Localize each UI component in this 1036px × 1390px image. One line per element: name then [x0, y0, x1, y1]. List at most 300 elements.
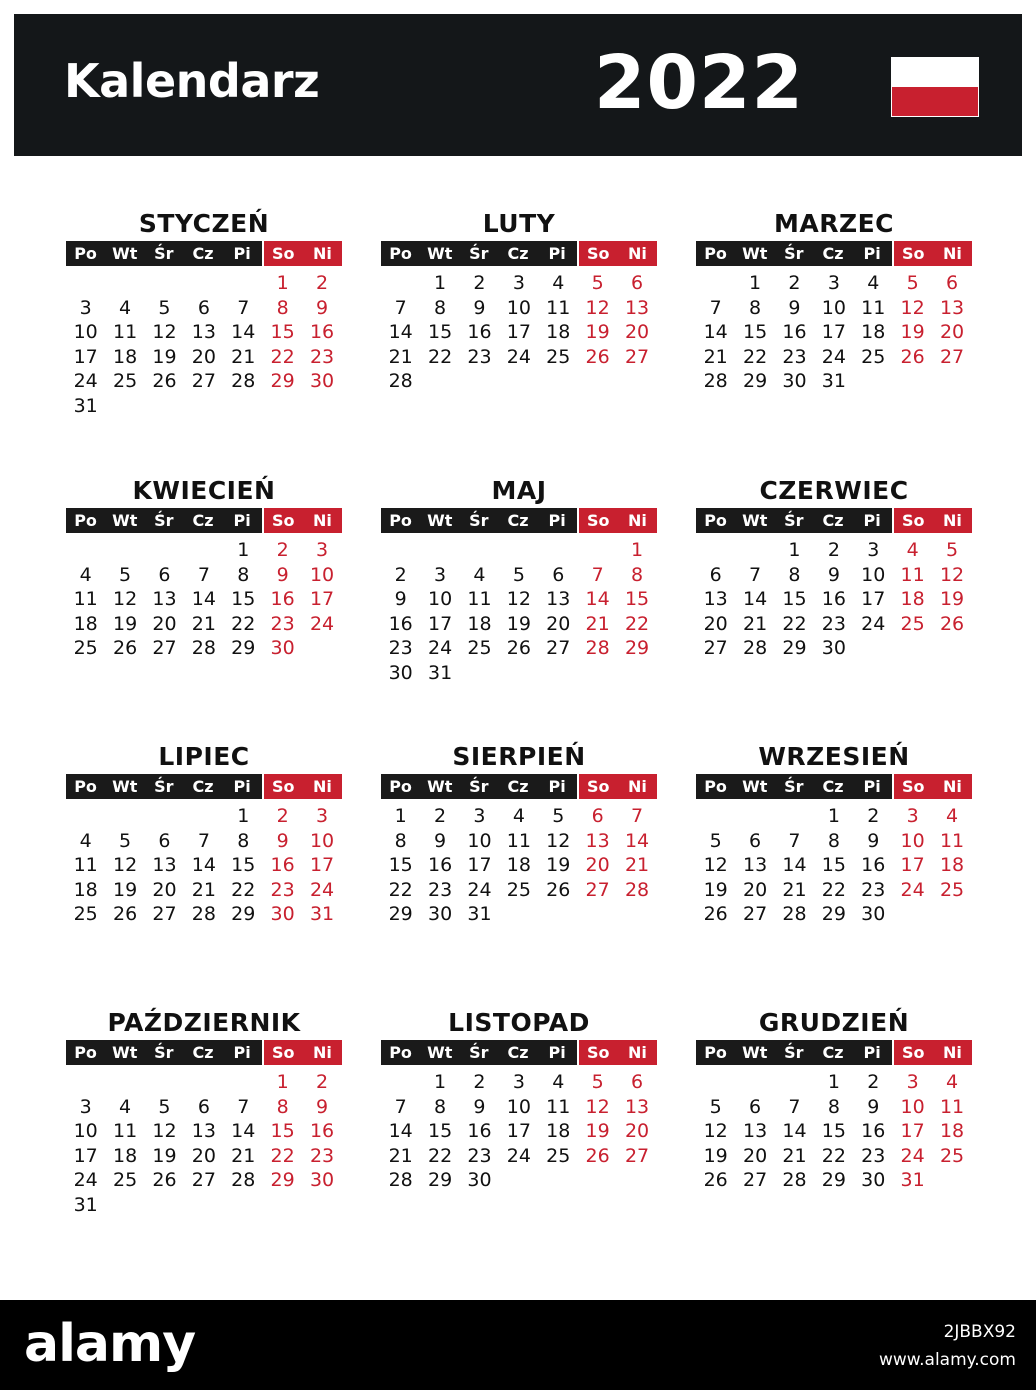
- day: 22: [231, 612, 256, 635]
- weekday-label: So: [579, 241, 618, 266]
- day: 8: [827, 829, 840, 852]
- weekday-label: Cz: [498, 241, 537, 266]
- weekend-day: 11: [939, 1095, 965, 1118]
- weekday-label: Ni: [303, 508, 342, 533]
- day: 6: [749, 829, 762, 852]
- day: 21: [388, 1144, 413, 1167]
- day: 4: [119, 296, 132, 319]
- weekend-day: 2: [276, 805, 289, 827]
- day: 5: [709, 1095, 722, 1118]
- weekend-day: 9: [315, 296, 329, 319]
- weekend-day: 22: [624, 612, 650, 635]
- day: 23: [782, 345, 807, 368]
- day: 20: [152, 612, 177, 635]
- weekend-day: 8: [630, 563, 644, 586]
- empty-cell: [184, 1070, 223, 1095]
- weekend-day: 8: [276, 296, 289, 319]
- day: 30: [388, 661, 413, 684]
- weekday-label: So: [894, 1040, 933, 1065]
- day: 30: [467, 1169, 492, 1191]
- day: 5: [552, 805, 565, 827]
- weekday-label: Wt: [420, 241, 459, 266]
- weekday-label: Po: [66, 774, 105, 799]
- weekend-day: 18: [939, 1120, 965, 1142]
- day: 16: [861, 1120, 886, 1142]
- day: 9: [827, 563, 840, 586]
- weekday-label: Ni: [618, 241, 657, 266]
- day: 30: [861, 1169, 886, 1191]
- day: 12: [152, 321, 177, 343]
- weekend-day: 12: [585, 296, 610, 319]
- day-grid: [696, 538, 972, 661]
- weekday-header: [381, 774, 657, 799]
- day: 25: [546, 1144, 571, 1167]
- empty-cell: [184, 538, 223, 563]
- day: 7: [197, 563, 210, 586]
- day: 22: [821, 1144, 846, 1167]
- weekday-label: Cz: [183, 241, 222, 266]
- day: 27: [191, 370, 216, 392]
- weekend-day: 16: [270, 588, 295, 610]
- day: 14: [742, 588, 768, 610]
- weekday-label: Wt: [735, 1040, 774, 1065]
- weekend-day: 13: [939, 296, 965, 319]
- weekend-day: 18: [939, 854, 965, 876]
- image-id: 2JBBX92: [943, 1322, 1016, 1342]
- day: 17: [73, 345, 98, 368]
- weekday-label: Po: [66, 241, 105, 266]
- weekday-label: Cz: [498, 1040, 537, 1065]
- weekday-label: Po: [381, 241, 420, 266]
- day: 15: [782, 588, 807, 610]
- day: 23: [427, 878, 453, 901]
- day: 2: [473, 1071, 486, 1093]
- month-name: SIERPIEŃ: [452, 742, 586, 771]
- weekend-day: 5: [591, 272, 604, 294]
- weekday-header: [66, 241, 342, 266]
- day: 21: [191, 612, 216, 635]
- weekend-day: 19: [939, 588, 965, 610]
- weekend-day: 13: [585, 829, 610, 852]
- weekend-day: 1: [276, 272, 289, 294]
- weekday-label: Cz: [498, 774, 537, 799]
- day: 9: [788, 296, 801, 319]
- day: 10: [467, 829, 492, 852]
- weekday-label: Ni: [618, 774, 657, 799]
- weekday-label: Śr: [774, 1040, 813, 1065]
- day: 11: [861, 296, 886, 319]
- weekday-label: Cz: [183, 774, 222, 799]
- day: 24: [506, 345, 531, 368]
- day: 23: [388, 637, 413, 659]
- day: 10: [821, 296, 846, 319]
- day-grid: [66, 1070, 342, 1217]
- day: 14: [782, 854, 807, 876]
- day: 8: [237, 563, 250, 586]
- empty-cell: [381, 271, 420, 296]
- day-grid: [696, 271, 972, 394]
- weekend-day: 24: [900, 1144, 925, 1167]
- weekend-day: 10: [900, 829, 925, 852]
- day: 3: [79, 1095, 92, 1118]
- day: 21: [703, 345, 728, 368]
- day: 23: [467, 345, 492, 368]
- weekend-day: 27: [939, 345, 965, 368]
- day: 23: [861, 878, 886, 901]
- day: 9: [434, 829, 447, 852]
- weekday-header: [66, 1040, 342, 1065]
- weekend-day: 30: [309, 1169, 335, 1191]
- weekend-day: 5: [591, 1071, 604, 1093]
- day: 5: [512, 563, 525, 586]
- day: 22: [427, 345, 453, 368]
- day: 15: [231, 588, 256, 610]
- day: 18: [861, 321, 886, 343]
- month-name: PAŹDZIERNIK: [107, 1008, 301, 1037]
- day: 30: [821, 637, 846, 659]
- weekday-label: So: [894, 241, 933, 266]
- day: 14: [231, 1120, 256, 1142]
- weekday-label: So: [579, 1040, 618, 1065]
- day: 25: [112, 1169, 138, 1191]
- day: 15: [821, 1120, 846, 1142]
- day: 6: [552, 563, 565, 586]
- day: 30: [427, 903, 453, 925]
- empty-cell: [735, 1070, 774, 1095]
- empty-cell: [145, 804, 184, 829]
- day-grid: [381, 1070, 657, 1193]
- day: 16: [821, 588, 846, 610]
- day: 15: [427, 1120, 453, 1142]
- day: 21: [231, 1144, 256, 1167]
- day: 4: [473, 563, 486, 586]
- weekday-label: Ni: [933, 508, 972, 533]
- day: 16: [427, 854, 453, 876]
- weekend-day: 9: [276, 829, 289, 852]
- month-block: [696, 472, 972, 661]
- weekday-label: Ni: [933, 1040, 972, 1065]
- day: 19: [546, 854, 571, 876]
- day: 1: [434, 1071, 447, 1093]
- weekend-day: 14: [624, 829, 650, 852]
- day: 1: [788, 539, 801, 561]
- empty-cell: [224, 271, 263, 296]
- empty-cell: [735, 538, 774, 563]
- day: 24: [467, 878, 492, 901]
- day: 7: [788, 1095, 801, 1118]
- weekday-header: [66, 774, 342, 799]
- day: 28: [782, 1169, 807, 1191]
- empty-cell: [696, 271, 735, 296]
- weekday-header: [381, 241, 657, 266]
- day-grid: [381, 271, 657, 394]
- footer-bar: [0, 1300, 1036, 1390]
- empty-cell: [578, 538, 617, 563]
- day: 18: [506, 854, 531, 876]
- day: 11: [506, 829, 531, 852]
- weekend-day: 4: [906, 539, 919, 561]
- day: 21: [782, 878, 807, 901]
- weekend-day: 12: [585, 1095, 610, 1118]
- weekend-day: 23: [309, 1144, 335, 1167]
- day: 10: [506, 296, 531, 319]
- day-grid: [696, 804, 972, 927]
- day: 31: [73, 1193, 98, 1216]
- calendar-title: Kalendarz: [64, 54, 320, 108]
- weekend-day: 10: [309, 829, 335, 852]
- weekend-day: 8: [276, 1095, 289, 1118]
- poland-flag-icon: [891, 57, 979, 117]
- day: 24: [73, 370, 98, 392]
- month-block: [381, 205, 657, 394]
- weekday-label: Po: [66, 508, 105, 533]
- day: 31: [467, 903, 492, 925]
- weekend-day: 19: [900, 321, 925, 343]
- empty-cell: [66, 804, 105, 829]
- weekday-label: Pi: [853, 774, 892, 799]
- day: 21: [742, 612, 768, 635]
- weekend-day: 12: [939, 563, 965, 586]
- day: 28: [388, 1169, 413, 1191]
- day: 10: [861, 563, 886, 586]
- weekday-header: [66, 508, 342, 533]
- day: 29: [231, 903, 256, 925]
- day: 16: [388, 612, 413, 635]
- empty-cell: [775, 804, 814, 829]
- weekday-label: Cz: [813, 774, 852, 799]
- day: 20: [742, 878, 768, 901]
- weekend-day: 16: [309, 1120, 335, 1142]
- weekday-label: Pi: [223, 241, 262, 266]
- day: 23: [861, 1144, 886, 1167]
- day: 24: [861, 612, 886, 635]
- day: 25: [73, 637, 98, 659]
- weekday-label: Wt: [105, 1040, 144, 1065]
- weekday-label: Po: [381, 508, 420, 533]
- empty-cell: [66, 271, 105, 296]
- weekday-label: Cz: [813, 1040, 852, 1065]
- month-block: [696, 205, 972, 394]
- weekday-label: Ni: [933, 774, 972, 799]
- day: 6: [709, 563, 722, 586]
- day: 6: [749, 1095, 762, 1118]
- day: 14: [782, 1120, 807, 1142]
- day: 31: [73, 394, 98, 417]
- weekend-day: 20: [585, 854, 610, 876]
- month-block: [66, 205, 342, 418]
- day: 8: [827, 1095, 840, 1118]
- weekend-day: 27: [585, 878, 610, 901]
- month-name: LUTY: [482, 209, 556, 238]
- day: 8: [434, 296, 447, 319]
- day: 4: [552, 272, 565, 294]
- day: 24: [73, 1169, 98, 1191]
- day: 5: [709, 829, 722, 852]
- day: 6: [197, 1095, 210, 1118]
- day: 21: [231, 345, 256, 368]
- month-block: [696, 738, 972, 927]
- weekday-label: Śr: [144, 241, 183, 266]
- weekend-day: 6: [591, 805, 604, 827]
- weekend-day: 24: [309, 612, 335, 635]
- day: 30: [782, 370, 807, 392]
- day: 13: [191, 1120, 216, 1142]
- day: 21: [191, 878, 216, 901]
- weekend-day: 25: [900, 612, 925, 635]
- weekday-label: Śr: [459, 241, 498, 266]
- weekday-header: [381, 508, 657, 533]
- day: 9: [867, 829, 880, 852]
- day: 26: [152, 1169, 177, 1191]
- weekend-day: 10: [309, 563, 335, 586]
- day: 26: [546, 878, 571, 901]
- day: 19: [506, 612, 531, 635]
- empty-cell: [66, 538, 105, 563]
- empty-cell: [184, 271, 223, 296]
- weekday-label: Cz: [183, 508, 222, 533]
- day: 20: [152, 878, 177, 901]
- day: 7: [749, 563, 762, 586]
- day: 21: [388, 345, 413, 368]
- day: 9: [473, 296, 486, 319]
- day: 15: [231, 854, 256, 876]
- weekend-day: 28: [624, 878, 650, 901]
- day: 1: [237, 539, 250, 561]
- day: 28: [231, 1169, 256, 1191]
- weekend-day: 4: [945, 805, 959, 827]
- weekend-day: 24: [900, 878, 925, 901]
- empty-cell: [145, 271, 184, 296]
- weekday-label: Śr: [774, 508, 813, 533]
- day: 6: [158, 563, 171, 586]
- weekend-day: 15: [270, 321, 295, 343]
- empty-cell: [105, 538, 144, 563]
- day: 29: [742, 370, 768, 392]
- weekday-label: Wt: [735, 774, 774, 799]
- empty-cell: [381, 538, 420, 563]
- day: 7: [394, 296, 407, 319]
- empty-cell: [460, 538, 499, 563]
- day: 7: [237, 296, 250, 319]
- weekend-day: 22: [270, 1144, 295, 1167]
- day: 12: [546, 829, 571, 852]
- weekend-day: 30: [270, 637, 295, 659]
- day: 4: [79, 829, 92, 852]
- day: 13: [546, 588, 571, 610]
- day: 6: [197, 296, 210, 319]
- weekend-day: 5: [945, 539, 959, 561]
- weekday-label: Wt: [105, 774, 144, 799]
- weekday-label: Po: [696, 774, 735, 799]
- day: 17: [506, 1120, 531, 1142]
- day: 8: [237, 829, 250, 852]
- weekday-header: [696, 774, 972, 799]
- day: 15: [742, 321, 768, 343]
- day: 1: [434, 272, 447, 294]
- day: 13: [152, 588, 177, 610]
- day: 5: [158, 296, 171, 319]
- day: 19: [703, 878, 728, 901]
- day: 17: [73, 1144, 98, 1167]
- day: 2: [788, 272, 801, 294]
- weekend-day: 3: [315, 539, 329, 561]
- day: 18: [73, 878, 98, 901]
- day: 12: [112, 588, 138, 610]
- weekday-label: Po: [381, 1040, 420, 1065]
- day: 18: [467, 612, 492, 635]
- weekend-day: 11: [939, 829, 965, 852]
- day: 25: [506, 878, 531, 901]
- weekend-day: 6: [945, 272, 959, 294]
- weekend-day: 2: [315, 272, 329, 294]
- day: 28: [388, 370, 413, 392]
- weekend-day: 6: [630, 272, 644, 294]
- day: 5: [119, 829, 132, 852]
- weekend-day: 26: [585, 1144, 610, 1167]
- weekday-label: Śr: [774, 774, 813, 799]
- day: 26: [703, 1169, 728, 1191]
- day: 27: [546, 637, 571, 659]
- weekday-label: Pi: [538, 241, 577, 266]
- day: 22: [388, 878, 413, 901]
- weekend-day: 19: [585, 1120, 610, 1142]
- weekend-day: 17: [309, 588, 335, 610]
- day: 25: [546, 345, 571, 368]
- weekday-label: Cz: [498, 508, 537, 533]
- day: 20: [546, 612, 571, 635]
- day: 6: [158, 829, 171, 852]
- day: 29: [821, 1169, 846, 1191]
- day: 22: [231, 878, 256, 901]
- weekday-label: Pi: [538, 774, 577, 799]
- weekday-label: Wt: [420, 774, 459, 799]
- weekend-day: 14: [585, 588, 610, 610]
- day: 21: [782, 1144, 807, 1167]
- day: 7: [709, 296, 722, 319]
- weekday-header: [696, 1040, 972, 1065]
- day: 2: [827, 539, 840, 561]
- day: 7: [197, 829, 210, 852]
- weekday-label: Pi: [538, 508, 577, 533]
- day: 22: [427, 1144, 453, 1167]
- day-grid: [381, 804, 657, 927]
- day: 22: [821, 878, 846, 901]
- weekday-header: [696, 241, 972, 266]
- day: 29: [782, 637, 807, 659]
- month-name: CZERWIEC: [759, 476, 909, 505]
- weekend-day: 25: [939, 878, 965, 901]
- weekday-label: So: [264, 1040, 303, 1065]
- weekend-day: 16: [309, 321, 335, 343]
- day: 29: [427, 1169, 453, 1191]
- day: 4: [552, 1071, 565, 1093]
- day: 15: [427, 321, 453, 343]
- day: 13: [742, 1120, 768, 1142]
- month-block: [66, 738, 342, 927]
- day: 17: [506, 321, 531, 343]
- weekday-label: Ni: [618, 1040, 657, 1065]
- day: 20: [703, 612, 728, 635]
- weekday-label: Wt: [735, 508, 774, 533]
- weekend-day: 15: [270, 1120, 295, 1142]
- weekend-day: 30: [270, 903, 295, 925]
- weekend-day: 31: [309, 903, 335, 925]
- empty-cell: [105, 271, 144, 296]
- month-name: LISTOPAD: [448, 1008, 590, 1037]
- day: 23: [467, 1144, 492, 1167]
- day: 26: [506, 637, 531, 659]
- day: 24: [506, 1144, 531, 1167]
